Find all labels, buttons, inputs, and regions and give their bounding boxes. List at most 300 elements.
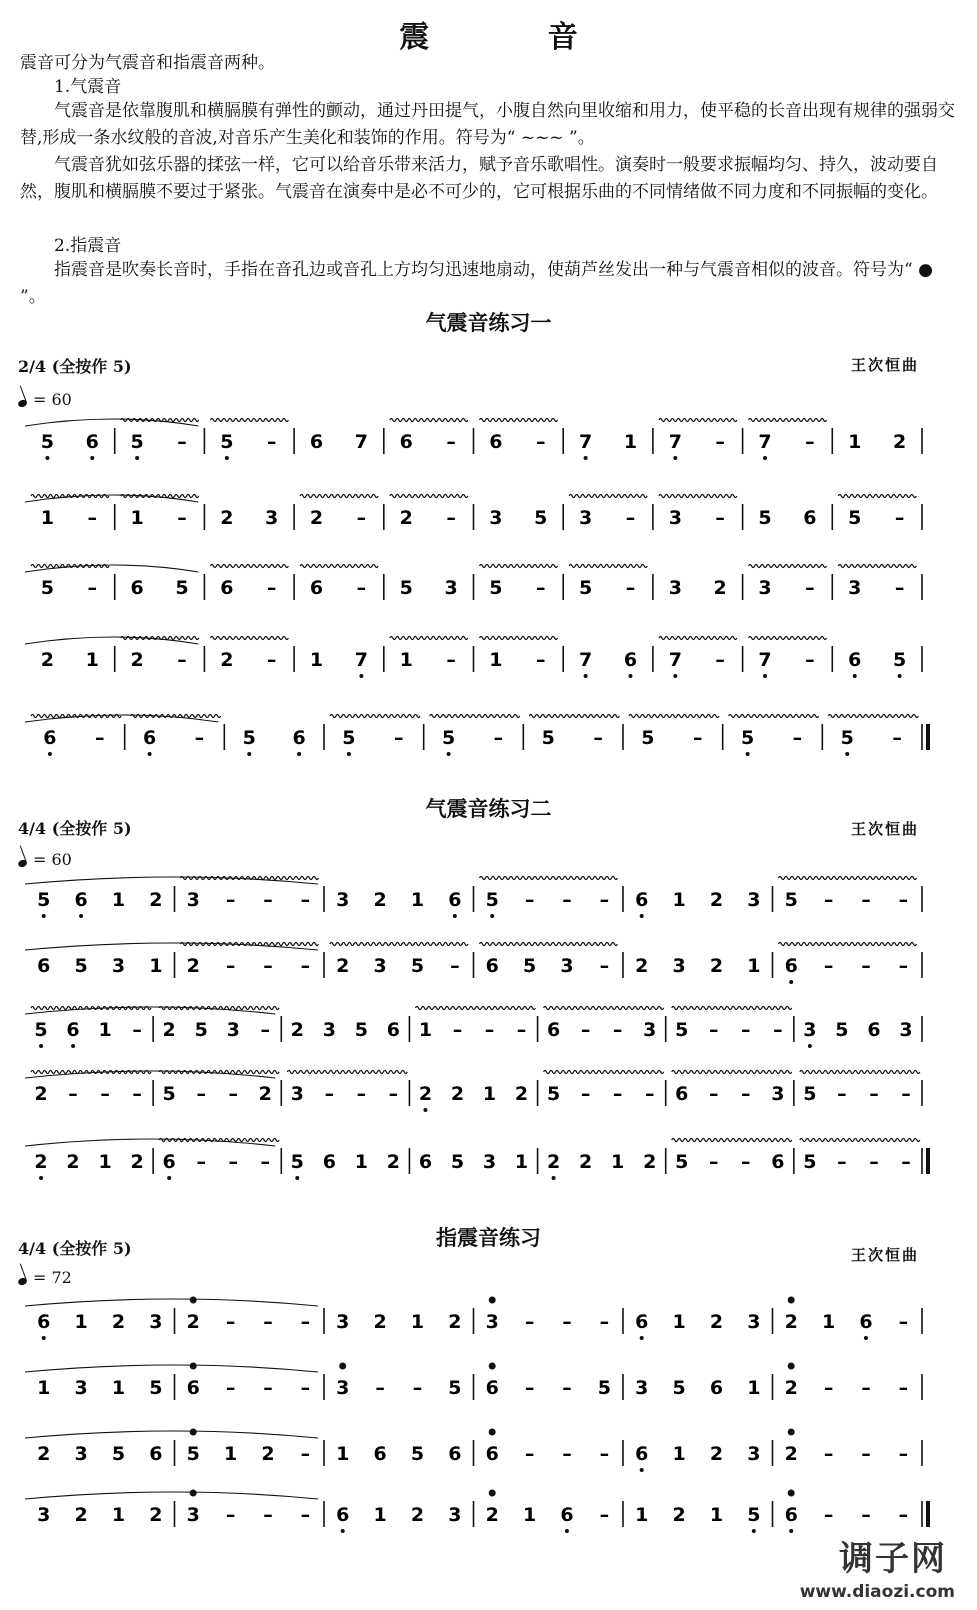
score-note: 5 <box>579 577 593 599</box>
score-note: – <box>300 1504 311 1526</box>
score-note: 5 <box>597 1377 611 1399</box>
score-note: 5 <box>450 1151 465 1173</box>
finger-vibrato-mark <box>190 1490 197 1497</box>
score-note: 6 <box>66 1019 80 1041</box>
score-note: – <box>892 727 902 749</box>
vibrato-mark <box>480 419 558 422</box>
score-note: 6 <box>399 431 413 453</box>
low-octave-dot <box>295 1176 299 1180</box>
low-octave-dot <box>359 674 363 678</box>
vibrato-mark <box>390 419 468 422</box>
score-note: – <box>536 431 546 453</box>
score-note: – <box>599 1311 610 1333</box>
score-note: 2 <box>418 1083 433 1105</box>
score-note: 1 <box>747 955 761 977</box>
low-octave-dot <box>42 1336 46 1340</box>
score-note: – <box>266 649 277 671</box>
score-note: 5 <box>242 727 256 749</box>
score-note: 7 <box>354 649 368 671</box>
score-note: 3 <box>560 955 574 977</box>
score-note: 2 <box>162 1019 176 1041</box>
vibrato-mark <box>529 715 619 718</box>
score-note: – <box>446 431 456 453</box>
score-note: – <box>741 1151 751 1173</box>
slur-mark <box>25 715 218 722</box>
score-note: – <box>228 1151 238 1173</box>
vibrato-mark <box>672 1071 792 1074</box>
low-octave-dot <box>39 1044 43 1048</box>
exercise-1-composer: 王次恒曲 <box>850 356 919 374</box>
score-note: – <box>741 1083 751 1105</box>
score-note: – <box>388 1083 399 1105</box>
low-octave-dot <box>42 914 46 918</box>
low-octave-dot <box>565 1529 569 1533</box>
score-note: 6 <box>771 1151 785 1173</box>
score-note: 6 <box>485 1377 499 1399</box>
score-note: 2 <box>258 1083 272 1105</box>
score-note: 5 <box>40 431 55 453</box>
score-note: 6 <box>803 507 817 529</box>
score-note: 1 <box>336 1443 350 1465</box>
slur-mark <box>25 1365 318 1372</box>
score-note: – <box>709 1019 719 1041</box>
score-note: 6 <box>309 431 324 453</box>
score-note: 3 <box>336 1311 350 1333</box>
vibrato-mark <box>672 1007 792 1010</box>
finger-vibrato-mark <box>788 1490 795 1497</box>
intro-paragraph-3: 气震音犹如弦乐器的揉弦一样，它可以给音乐带来活力，赋予音乐歌唱性。演奏时一般要求振幅均匀、持久，波动要自然，腹肌和横膈膜不要过于紧张。气震音在演奏中是必不可少的，它可根据乐曲的不同情绪做不同力度和不同振幅的变化。 <box>20 155 938 202</box>
score-note: 2 <box>220 649 234 671</box>
vibrato-mark <box>300 495 378 498</box>
score-note: – <box>177 507 187 529</box>
low-octave-dot <box>167 1176 171 1180</box>
score-note: 5 <box>489 577 503 599</box>
score-note: – <box>484 1019 495 1041</box>
score-note: – <box>898 889 909 911</box>
score-note: – <box>225 955 236 977</box>
intro-paragraph-1: 震音可分为气震音和指震音两种。 <box>20 53 275 73</box>
low-octave-dot <box>628 674 632 678</box>
finger-vibrato-mark <box>788 1297 795 1304</box>
vibrato-mark <box>672 1139 792 1142</box>
score-note: 1 <box>373 1504 387 1526</box>
score-note: – <box>324 1083 335 1105</box>
low-octave-dot <box>447 752 451 756</box>
score-note: 6 <box>373 1443 387 1465</box>
low-octave-dot <box>746 752 750 756</box>
score-note: – <box>225 1377 236 1399</box>
score-note: 6 <box>309 577 324 599</box>
score-note: 5 <box>162 1083 176 1105</box>
score-note: 6 <box>635 889 649 911</box>
low-octave-dot <box>673 456 677 460</box>
vibrato-mark <box>430 715 520 718</box>
score-note: 5 <box>410 1443 425 1465</box>
vibrato-mark <box>390 495 468 498</box>
score-note: – <box>356 507 367 529</box>
score-note: 2 <box>784 1311 798 1333</box>
score-note: – <box>300 955 311 977</box>
low-octave-dot <box>808 1044 812 1048</box>
finger-vibrato-mark <box>788 1363 795 1370</box>
score-note: – <box>612 1083 623 1105</box>
score-note: – <box>901 1083 911 1105</box>
score-note: 6 <box>867 1019 881 1041</box>
score-note: 6 <box>149 1443 163 1465</box>
score-note: 2 <box>399 507 413 529</box>
exercise-3-tempo-value: = 72 <box>33 1268 72 1287</box>
score-note: 5 <box>522 955 537 977</box>
score-note: 2 <box>514 1083 529 1105</box>
score-note: 6 <box>784 955 798 977</box>
vibrato-mark <box>838 495 916 498</box>
low-octave-dot <box>789 980 793 984</box>
vibrato-mark <box>287 1071 407 1074</box>
score-note: – <box>625 507 636 529</box>
score-note: 6 <box>186 1377 200 1399</box>
score-note: – <box>901 1151 911 1173</box>
score-note: – <box>225 889 236 911</box>
score-note: – <box>898 1443 909 1465</box>
score-note: – <box>263 955 273 977</box>
score-note: – <box>100 1083 110 1105</box>
low-octave-dot <box>584 456 588 460</box>
score-note: 1 <box>130 507 144 529</box>
score-note: 1 <box>37 1377 51 1399</box>
score-note: 1 <box>611 1151 625 1173</box>
score-note: 3 <box>668 507 682 529</box>
score-note: – <box>524 1443 535 1465</box>
score-note: – <box>837 1083 847 1105</box>
score-note: 7 <box>579 431 593 453</box>
score-note: 1 <box>747 1377 761 1399</box>
score-note: – <box>228 1083 238 1105</box>
score-note: 7 <box>758 649 772 671</box>
score-note: – <box>869 1083 879 1105</box>
score-note: 6 <box>74 889 88 911</box>
exercise-2-key: (全按作 5) <box>51 819 132 838</box>
score-note: 6 <box>292 727 306 749</box>
score-note: – <box>87 577 98 599</box>
score-note: 3 <box>74 1377 88 1399</box>
score-note: 5 <box>758 507 772 529</box>
score-note: 6 <box>784 1504 798 1526</box>
score-note: – <box>536 649 546 671</box>
score-note: – <box>177 649 187 671</box>
finger-vibrato-mark <box>489 1429 496 1436</box>
score-note: 1 <box>672 1443 686 1465</box>
score-note: – <box>805 577 815 599</box>
score-note: 1 <box>354 1151 368 1173</box>
score-note: – <box>300 1377 311 1399</box>
section-heading-qi: 1.气震音 <box>54 77 122 97</box>
vibrato-mark <box>629 715 719 718</box>
score-note: 5 <box>485 889 499 911</box>
score-note: 5 <box>354 1019 368 1041</box>
vibrato-mark <box>480 565 558 568</box>
score-note: – <box>861 1504 871 1526</box>
finger-vibrato-mark <box>190 1297 197 1304</box>
vibrato-mark <box>330 715 420 718</box>
vibrato-mark <box>390 637 468 640</box>
score-note: 2 <box>709 889 724 911</box>
score-note: – <box>612 1019 623 1041</box>
score-note: 1 <box>672 889 686 911</box>
score-note: 6 <box>37 955 51 977</box>
score-note: 3 <box>444 577 458 599</box>
score-note: 2 <box>373 1311 387 1333</box>
exercise-3-title: 指震音练习 <box>436 1226 541 1250</box>
score-note: 1 <box>522 1504 537 1526</box>
score-note: 2 <box>579 1151 593 1173</box>
score-note: – <box>177 431 187 453</box>
score-note: 2 <box>149 889 163 911</box>
finger-vibrato-mark <box>339 1363 346 1370</box>
low-octave-dot <box>148 752 152 756</box>
score-note: 1 <box>98 1151 112 1173</box>
score-note: – <box>625 577 636 599</box>
score-note: – <box>132 1019 142 1041</box>
score-note: 2 <box>309 507 324 529</box>
score-note: – <box>741 1019 751 1041</box>
score-note: – <box>452 1019 463 1041</box>
low-octave-dot <box>45 456 49 460</box>
score-note: – <box>715 431 725 453</box>
score-note: 1 <box>821 1311 836 1333</box>
score-note: – <box>805 431 815 453</box>
score-note: 5 <box>130 431 144 453</box>
score-note: 7 <box>579 649 593 671</box>
score-note: – <box>375 1377 385 1399</box>
score-note: – <box>196 1151 206 1173</box>
score-note: 3 <box>771 1083 785 1105</box>
low-octave-dot <box>584 674 588 678</box>
score-note: 5 <box>37 889 51 911</box>
score-note: 2 <box>34 1083 48 1105</box>
score-note: – <box>300 889 311 911</box>
score-note: – <box>599 1504 610 1526</box>
score-note: 2 <box>34 1151 48 1173</box>
low-octave-dot <box>71 1044 75 1048</box>
low-octave-dot <box>423 1108 427 1112</box>
site-watermark: 调子网 <box>839 1539 947 1579</box>
score-note: 6 <box>220 577 234 599</box>
exercise-2-time: 4/4 <box>18 819 47 838</box>
score-note: – <box>260 1019 271 1041</box>
score-note: – <box>263 1311 273 1333</box>
score-note: 1 <box>98 1019 112 1041</box>
score-note: – <box>263 1377 273 1399</box>
score-note: 6 <box>848 649 862 671</box>
score-note: 3 <box>899 1019 913 1041</box>
score-note: 5 <box>34 1019 48 1041</box>
score-note: 2 <box>130 1151 144 1173</box>
score-note: 6 <box>635 1311 649 1333</box>
low-octave-dot <box>763 456 767 460</box>
score-note: – <box>861 1443 871 1465</box>
score-note: 3 <box>111 955 126 977</box>
score-note: – <box>132 1083 142 1105</box>
score-note: 5 <box>747 1504 761 1526</box>
finger-vibrato-mark <box>190 1429 197 1436</box>
score-note: 5 <box>40 577 55 599</box>
score-note: 5 <box>546 1083 561 1105</box>
low-octave-dot <box>845 752 849 756</box>
score-note: 2 <box>709 1311 724 1333</box>
score-note: 5 <box>803 1151 817 1173</box>
score-note: 1 <box>85 649 99 671</box>
score-note: 6 <box>130 577 144 599</box>
score-note: 5 <box>448 1377 462 1399</box>
score-note: 3 <box>226 1019 240 1041</box>
score-note: 3 <box>643 1019 657 1041</box>
score-note: 2 <box>485 1504 499 1526</box>
slur-mark <box>25 1299 318 1306</box>
score-note: – <box>792 727 803 749</box>
score-note: 6 <box>322 1151 336 1173</box>
score-note: 7 <box>354 431 368 453</box>
score-note: 5 <box>220 431 234 453</box>
low-octave-dot <box>90 456 94 460</box>
score-note: 5 <box>342 727 356 749</box>
finger-vibrato-mark <box>489 1297 496 1304</box>
score-note: 3 <box>848 577 862 599</box>
score-note: 2 <box>546 1151 561 1173</box>
low-octave-dot <box>341 1529 345 1533</box>
vibrato-mark <box>800 1071 920 1074</box>
score-note: 3 <box>74 1443 88 1465</box>
vibrato-mark <box>729 715 819 718</box>
score-note: 2 <box>386 1151 401 1173</box>
low-octave-dot <box>247 752 251 756</box>
score-note: 6 <box>560 1504 574 1526</box>
score-note: 1 <box>410 889 425 911</box>
score-note: 6 <box>85 431 99 453</box>
score-note: – <box>266 577 277 599</box>
score-note: 2 <box>450 1083 465 1105</box>
score-note: 2 <box>130 649 144 671</box>
score-note: 5 <box>803 1083 817 1105</box>
low-octave-dot <box>225 456 229 460</box>
intro-paragraph-4: 指震音是吹奏长音时，手指在音孔边或音孔上方均匀迅速地扇动，使葫芦丝发出一种与气震音相似的波音。符号为“ ● ”。 <box>20 260 933 307</box>
score-note: 2 <box>111 1311 126 1333</box>
score-note: 3 <box>290 1083 304 1105</box>
low-octave-dot <box>490 914 494 918</box>
finger-vibrato-mark <box>190 1363 197 1370</box>
vibrato-mark <box>828 715 918 718</box>
score-note: 5 <box>672 1377 686 1399</box>
score-note: – <box>599 889 610 911</box>
score-note: 6 <box>43 727 57 749</box>
score-note: 5 <box>892 649 907 671</box>
score-note: 1 <box>149 955 163 977</box>
score-note: – <box>593 727 603 749</box>
low-octave-dot <box>898 674 902 678</box>
score-note: – <box>599 955 610 977</box>
score-note: 5 <box>194 1019 208 1041</box>
finger-vibrato-mark <box>489 1363 496 1370</box>
score-note: 1 <box>489 649 503 671</box>
low-octave-dot <box>763 674 767 678</box>
score-note: – <box>524 1311 535 1333</box>
low-octave-dot <box>48 752 52 756</box>
score-note: – <box>300 1311 311 1333</box>
score-note: – <box>580 1019 591 1041</box>
score-note: – <box>869 1151 879 1173</box>
score-note: – <box>715 507 725 529</box>
score-note: 2 <box>448 1311 462 1333</box>
score-note: – <box>516 1019 527 1041</box>
vibrato-mark <box>480 943 618 946</box>
score-note: 1 <box>514 1151 529 1173</box>
score-note: – <box>861 955 871 977</box>
vibrato-mark <box>300 565 378 568</box>
low-octave-dot <box>453 914 457 918</box>
score-note: – <box>898 1504 909 1526</box>
exercise-3-time: 4/4 <box>18 1239 47 1258</box>
vibrato-mark <box>480 637 558 640</box>
score-note: 5 <box>74 955 88 977</box>
score-note: 5 <box>675 1019 689 1041</box>
score-note: 3 <box>485 1311 499 1333</box>
score-note: 5 <box>111 1443 126 1465</box>
score-note: 5 <box>740 727 755 749</box>
low-octave-dot <box>552 1176 556 1180</box>
score-note: 3 <box>149 1311 163 1333</box>
exercise-3-key: (全按作 5) <box>51 1239 132 1258</box>
score-note: 3 <box>336 889 350 911</box>
score-note: 3 <box>373 955 387 977</box>
score-note: – <box>536 577 546 599</box>
section-heading-finger: 2.指震音 <box>54 236 122 256</box>
exercise-1-title: 气震音练习一 <box>425 311 552 335</box>
score-note: 1 <box>399 649 413 671</box>
vibrato-mark <box>749 419 827 422</box>
score-note: 3 <box>747 1443 761 1465</box>
score-note: – <box>715 649 725 671</box>
vibrato-mark <box>569 495 647 498</box>
vibrato-mark <box>749 565 827 568</box>
score-note: 3 <box>747 889 761 911</box>
score-note: – <box>87 507 98 529</box>
score-note: 5 <box>840 727 854 749</box>
score-note: – <box>412 1377 423 1399</box>
score-note: – <box>446 507 456 529</box>
score-note: 6 <box>448 889 462 911</box>
score-note: – <box>823 1443 834 1465</box>
score-note: 2 <box>784 1377 798 1399</box>
score-note: 6 <box>489 431 503 453</box>
exercise-3-composer: 王次恒曲 <box>850 1246 919 1264</box>
score-note: 5 <box>848 507 862 529</box>
exercise-1-key: (全按作 5) <box>51 357 132 376</box>
score-note: – <box>356 577 367 599</box>
low-octave-dot <box>864 1336 868 1340</box>
score-note: 3 <box>758 577 772 599</box>
score-note: – <box>300 1443 311 1465</box>
score-note: 7 <box>758 431 772 453</box>
page-title: 震 音 <box>399 20 632 55</box>
score-note: 6 <box>485 1443 499 1465</box>
score-note: – <box>68 1083 78 1105</box>
score-note: – <box>773 1019 783 1041</box>
score-note: – <box>644 1083 655 1105</box>
exercise-2-tempo-value: = 60 <box>33 850 72 869</box>
score-note: – <box>898 1377 909 1399</box>
vibrato-mark <box>838 565 916 568</box>
low-octave-dot <box>640 914 644 918</box>
score-note: 3 <box>336 1377 350 1399</box>
